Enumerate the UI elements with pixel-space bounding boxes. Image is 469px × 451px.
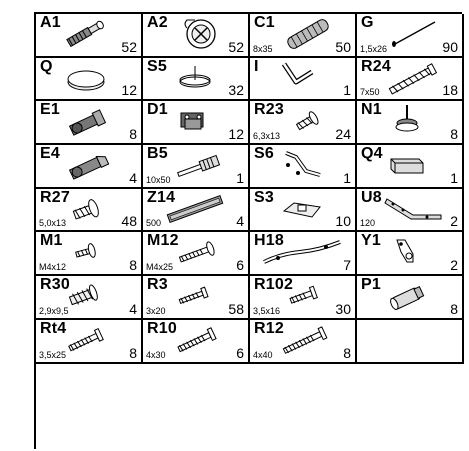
part-cell-r3: [143, 276, 250, 320]
part-code: M1: [40, 232, 63, 250]
part-code: B5: [147, 145, 168, 163]
part-size: 3,5x16: [253, 305, 281, 316]
part-size: 3,5x25: [39, 349, 67, 360]
part-size: 5,0x13: [39, 218, 67, 229]
part-code: R23: [254, 101, 284, 119]
part-cell-h18: [250, 232, 357, 276]
part-code: H18: [254, 232, 284, 250]
part-quantity: 12: [228, 126, 244, 143]
part-quantity: 1: [343, 169, 351, 186]
part-cell-u8: [357, 189, 464, 233]
part-cell-n1: [357, 101, 464, 145]
part-quantity: 1: [343, 82, 351, 99]
part-quantity: 7: [343, 257, 351, 274]
part-quantity: 48: [121, 213, 137, 230]
part-cell-s5: [143, 58, 250, 102]
part-size: 7x50: [360, 87, 380, 98]
part-quantity: 8: [129, 126, 137, 143]
part-code: A2: [147, 14, 168, 31]
part-cell-q: [36, 58, 143, 102]
part-code: R24: [361, 57, 391, 75]
part-size: 8x35: [253, 43, 273, 54]
part-quantity: 8: [343, 344, 351, 361]
part-code: M12: [147, 232, 179, 250]
part-code: R3: [147, 276, 168, 294]
part-code: Y1: [361, 232, 381, 250]
part-code: Rt4: [40, 319, 67, 337]
part-cell-e4: [36, 145, 143, 189]
part-quantity: 52: [121, 38, 137, 55]
part-quantity: 24: [335, 126, 351, 143]
part-size: 500: [146, 218, 162, 229]
part-quantity: 6: [236, 257, 244, 274]
empty-cell: [357, 320, 464, 364]
part-code: G: [361, 14, 374, 31]
part-size: 6,3x13: [253, 131, 281, 142]
part-code: P1: [361, 276, 381, 294]
part-size: 4x30: [146, 349, 166, 360]
part-quantity: 2: [450, 213, 458, 230]
parts-table: [34, 12, 462, 449]
part-code: S3: [254, 188, 274, 206]
part-code: D1: [147, 101, 168, 119]
part-quantity: 12: [121, 82, 137, 99]
part-quantity: 4: [236, 213, 244, 230]
part-cell-b5: [143, 145, 250, 189]
part-quantity: 50: [335, 38, 351, 55]
part-size: 120: [360, 218, 376, 229]
part-quantity: 30: [335, 300, 351, 317]
part-code: R10: [147, 319, 177, 337]
part-quantity: 1: [236, 169, 244, 186]
part-cell-y1: [357, 232, 464, 276]
part-size: 10x50: [146, 174, 171, 185]
part-quantity: 4: [129, 169, 137, 186]
part-cell-s3: [250, 189, 357, 233]
part-quantity: 4: [129, 300, 137, 317]
part-cell-r23: [250, 101, 357, 145]
part-quantity: 8: [129, 344, 137, 361]
part-code: Z14: [147, 188, 176, 206]
part-code: R27: [40, 188, 70, 206]
part-code: E4: [40, 145, 60, 163]
part-cell-m1: [36, 232, 143, 276]
part-cell-m12: [143, 232, 250, 276]
part-quantity: 2: [450, 257, 458, 274]
part-cell-z14: [143, 189, 250, 233]
part-cell-g: [357, 14, 464, 58]
part-quantity: 90: [442, 38, 458, 55]
part-quantity: 8: [129, 257, 137, 274]
part-code: S5: [147, 57, 167, 75]
part-cell-d1: [143, 101, 250, 145]
part-cell-r102: [250, 276, 357, 320]
part-code: I: [254, 57, 259, 75]
part-cell-e1: [36, 101, 143, 145]
part-size: 2,9x9,5: [39, 305, 69, 316]
part-cell-r24: [357, 58, 464, 102]
part-cell-c1: [250, 14, 357, 58]
part-code: U8: [361, 188, 382, 206]
part-size: 4x40: [253, 349, 273, 360]
part-size: M4x25: [146, 262, 174, 273]
allen-key-icon: [250, 58, 353, 99]
part-code: R102: [254, 276, 294, 294]
part-quantity: 32: [228, 82, 244, 99]
part-code: R30: [40, 276, 70, 294]
part-cell-s6: [250, 145, 357, 189]
part-code: E1: [40, 101, 60, 119]
part-code: R12: [254, 319, 284, 337]
part-code: C1: [254, 14, 275, 31]
part-cell-i: [250, 58, 357, 102]
part-quantity: 52: [228, 38, 244, 55]
part-code: Q4: [361, 145, 383, 163]
part-cell-r27: [36, 189, 143, 233]
part-quantity: 6: [236, 344, 244, 361]
part-code: S6: [254, 145, 274, 163]
part-size: 1,5x26: [360, 43, 388, 54]
part-size: M4x12: [39, 262, 67, 273]
part-cell-q4: [357, 145, 464, 189]
part-code: N1: [361, 101, 382, 119]
part-cell-r30: [36, 276, 143, 320]
part-size: 3x20: [146, 305, 166, 316]
part-quantity: 8: [450, 126, 458, 143]
part-code: A1: [40, 14, 61, 31]
part-cell-a1: [36, 14, 143, 58]
part-quantity: 18: [442, 82, 458, 99]
part-cell-p1: [357, 276, 464, 320]
part-quantity: 10: [335, 213, 351, 230]
part-cell-r12: [250, 320, 357, 364]
part-code: Q: [40, 57, 53, 75]
part-cell-rt4: [36, 320, 143, 364]
part-quantity: 1: [450, 169, 458, 186]
part-quantity: 58: [228, 300, 244, 317]
part-quantity: 8: [450, 300, 458, 317]
part-cell-r10: [143, 320, 250, 364]
part-cell-a2: [143, 14, 250, 58]
